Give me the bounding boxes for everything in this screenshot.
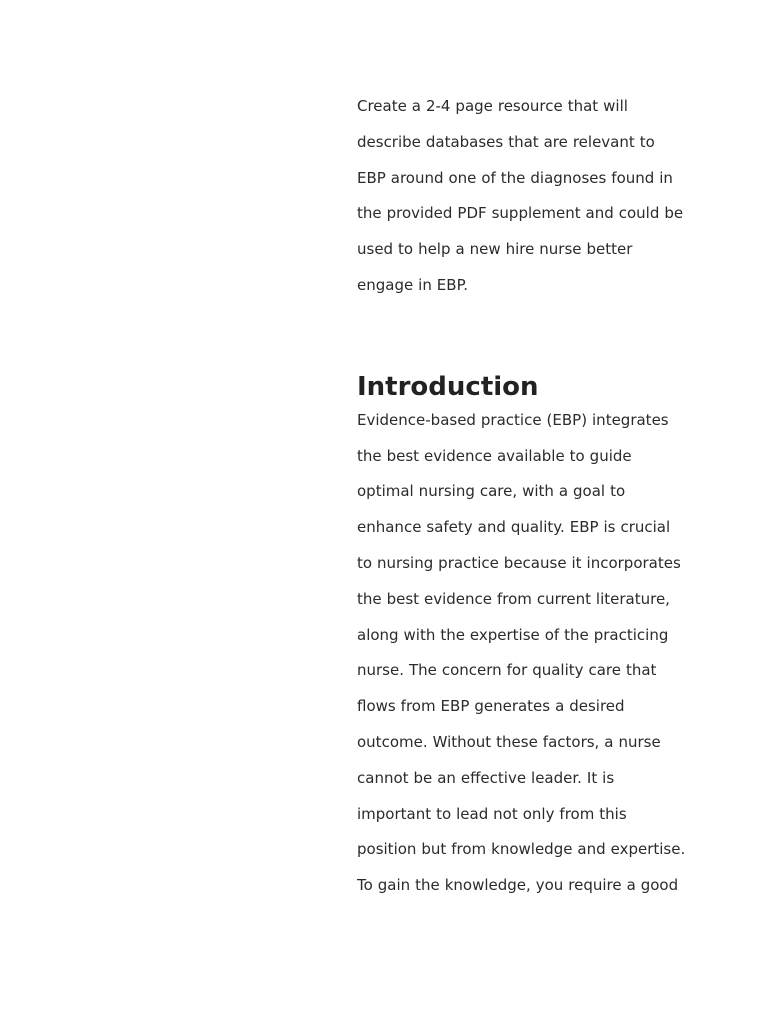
assignment-prompt: Create a 2-4 page resource that will describe databases that are relevant to EBP around one of the diagnoses found in the provided PDF supplement and could be used to help a new hire nurse better engage in EBP. [357, 97, 684, 294]
section-heading-introduction: Introduction [357, 371, 539, 402]
introduction-body: Evidence-based practice (EBP) integrates the best evidence available to guide optimal nursing care, with a goal to enhance safety and quality. EBP is crucial to nursing practice because it incorporates the best evidence from current literature, along with the expertise of the practicing nurse. The concern for quality care that flows from EBP generates a desired outcome. Without these factors, a nurse cannot be an effective leader. It is important to lead not only from this position but from knowledge and expertise. To gain the knowledge, you require a good [357, 410, 686, 895]
document-column [357, 89, 687, 904]
